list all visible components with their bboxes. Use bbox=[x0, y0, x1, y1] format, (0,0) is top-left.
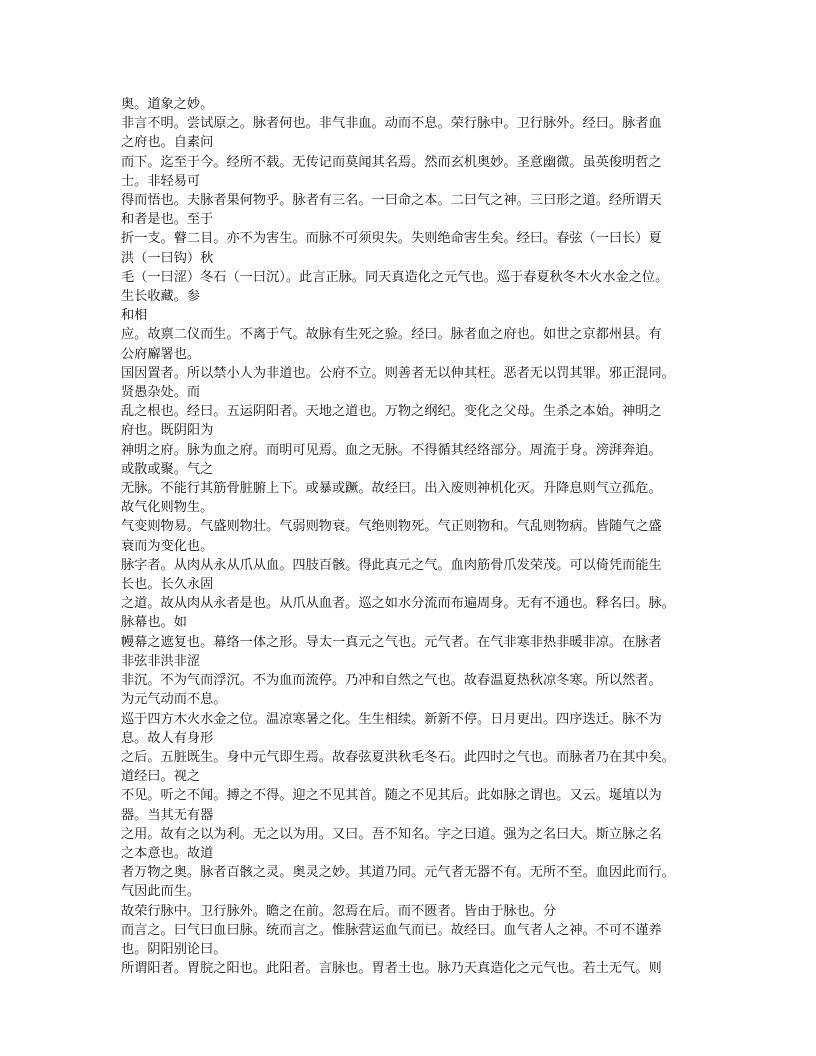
text-line: 之道。故从肉从永者是也。从爪从血者。巡之如水分流而布遍周身。无有不通也。释名曰。脉。 bbox=[121, 596, 675, 612]
text-line: 幔幕之遮复也。幕络一体之形。导太一真元之气也。元气者。在气非寒非热非暖非凉。在脉者 bbox=[121, 634, 662, 650]
text-line: 非沉。不为气而浮沉。不为血而流停。乃冲和自然之气也。故春温夏热秋凉冬寒。所以然者。 bbox=[121, 673, 662, 689]
text-line: 乱之根也。经曰。五运阴阳者。天地之道也。万物之纲纪。变化之父母。生杀之本始。神明之 bbox=[121, 404, 662, 420]
text-line: 也。阴阳别论曰。 bbox=[121, 941, 227, 957]
text-line: 神明之府。脉为血之府。而明可见焉。血之无脉。不得循其经络部分。周流于身。滂湃奔迫。 bbox=[121, 442, 662, 458]
text-line: 非弦非洪非涩 bbox=[121, 653, 201, 669]
text-line: 毛（一曰涩）冬石（一曰沉）。此言正脉。同天真造化之元气也。巡于春夏秋冬木火水金之位。 bbox=[121, 269, 669, 285]
text-line: 士。非轻易可 bbox=[121, 173, 201, 189]
text-line: 衰而为变化也。 bbox=[121, 538, 214, 554]
text-line: 之后。五脏既生。身中元气即生焉。故春弦夏洪秋毛冬石。此四时之气也。而脉者乃在其中矣。 bbox=[121, 749, 675, 765]
text-line: 脉字者。从肉从永从爪从血。四肢百骸。得此真元之气。血肉筋骨爪发荣茂。可以倚凭而能生 bbox=[121, 557, 662, 573]
text-line: 之本意也。故道 bbox=[121, 845, 214, 861]
text-line: 故气化则物生。 bbox=[121, 500, 214, 516]
text-line: 府也。既阴阳为 bbox=[121, 423, 214, 439]
text-line: 或散或聚。气之 bbox=[121, 461, 214, 477]
text-line: 而言之。曰气曰血曰脉。统而言之。惟脉营运血气而已。故经曰。血气者人之神。不可不谨养 bbox=[121, 922, 662, 938]
text-line: 国因置者。所以禁小人为非道也。公府不立。则善者无以伸其枉。恶者无以罚其罪。邪正混同。 bbox=[121, 365, 675, 381]
text-line: 应。故禀二仪而生。不离于气。故脉有生死之验。经曰。脉者血之府也。如世之京都州县。有 bbox=[121, 327, 662, 343]
text-line: 气变则物易。气盛则物壮。气弱则物衰。气绝则物死。气正则物和。气乱则物病。皆随气之盛 bbox=[121, 519, 662, 535]
text-line: 非言不明。尝试原之。脉者何也。非气非血。动而不息。荣行脉中。卫行脉外。经曰。脉者血 bbox=[121, 116, 662, 132]
text-line: 器。当其无有器 bbox=[121, 807, 214, 823]
text-line: 无脉。不能行其筋骨脏腑上下。或暴或蹶。故经曰。出入废则神机化灭。升降息则气立孤危。 bbox=[121, 481, 662, 497]
text-line: 息。故人有身形 bbox=[121, 730, 214, 746]
text-line: 奥。道象之妙。 bbox=[121, 97, 214, 112]
text-line: 公府廨署也。 bbox=[121, 346, 201, 362]
text-line: 故荣行脉中。卫行脉外。瞻之在前。忽焉在后。而不匮者。皆由于脉也。分 bbox=[121, 903, 557, 919]
text-line: 道经曰。视之 bbox=[121, 769, 201, 785]
text-line: 而下。迄至于今。经所不载。无传记而莫闻其名焉。然而玄机奥妙。圣意幽微。虽英俊明哲之 bbox=[121, 154, 662, 170]
text-line: 不见。听之不闻。搏之不得。迎之不见其首。随之不见其后。此如脉之谓也。又云。埏埴以为 bbox=[121, 788, 662, 804]
text-line: 长也。长久永固 bbox=[121, 577, 214, 593]
text-line: 者万物之奥。脉者百骸之灵。奥灵之妙。其道乃同。元气者无器不有。无所不至。血因此而行。 bbox=[121, 865, 675, 881]
text-line: 巡于四方木火水金之位。温凉寒暑之化。生生相续。新新不停。日月更出。四序迭迁。脉不为 bbox=[121, 711, 662, 727]
text-line: 贤愚杂处。而 bbox=[121, 385, 201, 401]
text-line: 和者是也。至于 bbox=[121, 212, 214, 228]
text-line: 之用。故有之以为利。无之以为用。又曰。吾不知名。字之曰道。强为之名曰大。斯立脉之名 bbox=[121, 826, 662, 842]
text-line: 和相 bbox=[121, 308, 148, 324]
text-line: 气因此而生。 bbox=[121, 884, 201, 900]
text-line: 得而悟也。夫脉者果何物乎。脉者有三名。一曰命之本。二曰气之神。三曰形之道。经所谓天 bbox=[121, 193, 662, 209]
text-line: 所谓阳者。胃脘之阳也。此阳者。言脉也。胃者土也。脉乃天真造化之元气也。若土无气。则 bbox=[121, 961, 662, 977]
text-line: 折一支。瞽二目。亦不为害生。而脉不可须臾失。失则绝命害生矣。经曰。春弦（一曰长）夏 bbox=[121, 231, 662, 247]
text-line: 之府也。自素问 bbox=[121, 135, 214, 151]
text-line: 脉幕也。如 bbox=[121, 615, 187, 631]
text-line: 洪（一曰钩）秋 bbox=[121, 250, 214, 266]
text-line: 生长收藏。参 bbox=[121, 289, 201, 305]
text-line: 为元气动而不息。 bbox=[121, 692, 227, 708]
document-page bbox=[121, 95, 701, 978]
